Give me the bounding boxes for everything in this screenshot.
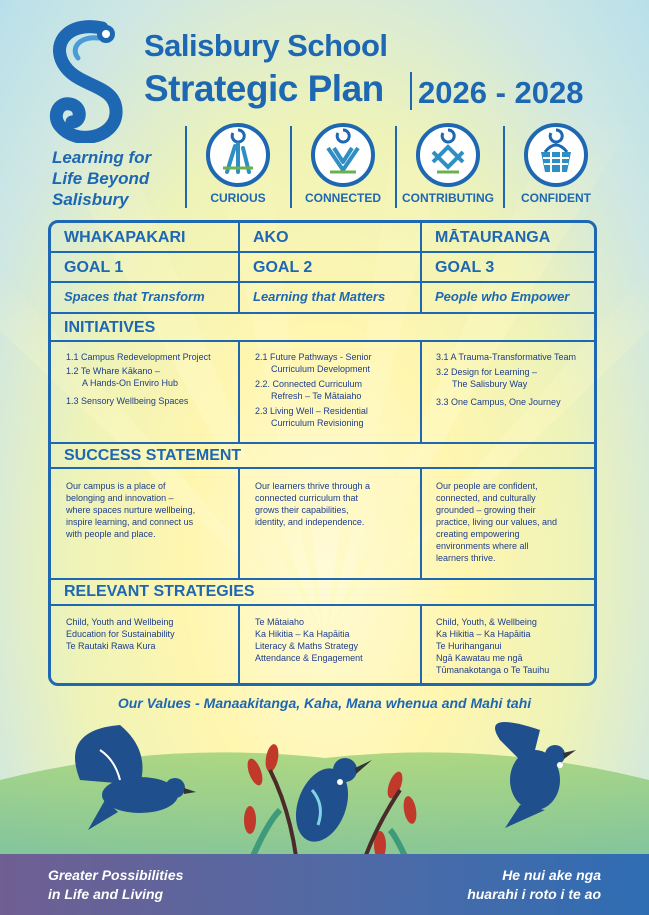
tagline xyxy=(52,147,151,210)
table-col-rule xyxy=(420,340,422,442)
strategy-item: Ka Hikitia – Ka Hapāitia xyxy=(255,629,350,639)
table-col-rule xyxy=(420,604,422,686)
success-line: environments where all xyxy=(436,541,529,551)
success-line: with people and place. xyxy=(66,529,156,539)
success-statement xyxy=(255,480,370,528)
strategy-item: Child, Youth and Wellbeing xyxy=(66,617,174,627)
strategy-item: Literacy & Maths Strategy xyxy=(255,641,359,651)
tagline-line: Learning for xyxy=(52,148,152,167)
table-col-rule xyxy=(420,467,422,578)
table-col-rule xyxy=(420,223,422,312)
table-rule xyxy=(51,281,594,283)
footer-banner xyxy=(0,854,649,915)
strategy-item: Te Hurihanganui xyxy=(436,641,502,651)
goal-label: GOAL 3 xyxy=(435,259,495,276)
section-success: SUCCESS STATEMENT xyxy=(64,447,242,464)
strategic-plan-table xyxy=(48,220,597,686)
strategies-list xyxy=(66,616,175,652)
strategy-item: Te Rautaki Rawa Kura xyxy=(66,641,156,651)
plan-title: Strategic Plan xyxy=(144,68,384,109)
table-rule xyxy=(51,442,594,444)
value-label: CURIOUS xyxy=(210,191,266,205)
initiative-item: Curriculum Development xyxy=(271,364,371,374)
success-line: grounded – growing their xyxy=(436,505,536,515)
initiative-item: A Hands-On Enviro Hub xyxy=(82,378,179,388)
table-col-rule xyxy=(238,604,240,686)
strategy-item: Tūmanakotanga o Te Tauihu xyxy=(436,665,550,675)
success-line: inspire learning, and connect us xyxy=(66,517,194,527)
table-col-rule xyxy=(238,340,240,442)
value-confident xyxy=(504,122,608,205)
success-line: identity, and independence. xyxy=(255,517,365,527)
success-line: where spaces nurture wellbeing, xyxy=(66,505,196,515)
initiative-item: 3.2 Design for Learning – xyxy=(436,367,538,377)
initiative-item: Curriculum Revisioning xyxy=(271,418,364,428)
goal-theme: Learning that Matters xyxy=(253,289,386,304)
value-curious xyxy=(186,122,290,205)
value-connected xyxy=(291,122,395,205)
table-rule xyxy=(51,604,594,606)
success-line: connected curriculum that xyxy=(255,493,359,503)
initiatives-list xyxy=(255,351,372,429)
value-label: CONFIDENT xyxy=(521,191,591,205)
initiative-item: 2.1 Future Pathways - Senior xyxy=(255,352,372,362)
column-header: MĀTAURANGA xyxy=(435,229,551,246)
success-line: practice, living our values, and xyxy=(436,517,558,527)
strategy-item: Ka Hikitia – Ka Hapāitia xyxy=(436,629,531,639)
kete-basket-icon xyxy=(523,122,589,188)
footer-line: huarahi i roto i te ao xyxy=(467,886,601,902)
initiative-item: 1.1 Campus Redevelopment Project xyxy=(66,352,211,362)
section-initiatives: INITIATIVES xyxy=(64,319,156,336)
success-line: learners thrive. xyxy=(436,553,496,563)
strategy-item: Ngā Kawatau me ngā xyxy=(436,653,523,663)
initiative-item: 1.2 Te Whare Kākano – xyxy=(66,366,160,376)
initiatives-list xyxy=(436,351,576,408)
table-rule xyxy=(51,251,594,253)
title-divider xyxy=(410,72,412,110)
footer-line: Greater Possibilities xyxy=(48,867,184,883)
school-name: Salisbury School xyxy=(144,28,388,63)
table-col-rule xyxy=(238,223,240,312)
table-rule xyxy=(51,340,594,342)
success-line: connected, and culturally xyxy=(436,493,536,503)
column-header: WHAKAPAKARI xyxy=(64,229,186,246)
initiative-item: 2.2. Connected Curriculum xyxy=(255,379,363,389)
success-line: creating empowering xyxy=(436,529,520,539)
value-label: CONTRIBUTING xyxy=(402,191,494,205)
strategies-list xyxy=(436,616,549,676)
goal-theme: People who Empower xyxy=(435,289,570,304)
initiative-item: 3.3 One Campus, One Journey xyxy=(436,397,561,407)
strategy-item: Education for Sustainability xyxy=(66,629,175,639)
woven-leaves-icon xyxy=(310,122,376,188)
initiative-item: The Salisbury Way xyxy=(452,379,528,389)
initiative-item: Refresh – Te Mātaiaho xyxy=(271,391,362,401)
goal-theme: Spaces that Transform xyxy=(64,289,205,304)
goal-label: GOAL 1 xyxy=(64,259,124,276)
column-header: AKO xyxy=(253,229,289,246)
success-line: Our campus is a place of xyxy=(66,481,166,491)
success-statement xyxy=(66,480,195,540)
strategy-item: Te Mātaiaho xyxy=(255,617,305,627)
table-col-rule xyxy=(238,467,240,578)
strategies-list xyxy=(255,616,363,664)
school-logo-icon xyxy=(40,18,135,143)
initiative-item: 2.3 Living Well – Residential xyxy=(255,406,368,416)
success-statement xyxy=(436,480,557,564)
table-rule xyxy=(51,312,594,314)
tagline-line: Life Beyond xyxy=(52,169,150,188)
woven-mat-icon xyxy=(415,122,481,188)
tagline-line: Salisbury xyxy=(52,190,129,209)
footer-left-text xyxy=(48,866,183,904)
table-rule xyxy=(51,578,594,580)
success-line: grows their capabilities, xyxy=(255,505,349,515)
section-strategies: RELEVANT STRATEGIES xyxy=(64,583,255,600)
strategy-item: Child, Youth, & Wellbeing xyxy=(436,617,537,627)
value-contributing xyxy=(396,122,500,205)
fern-sprout-icon xyxy=(205,122,271,188)
success-line: Our learners thrive through a xyxy=(255,481,371,491)
plan-years: 2026 - 2028 xyxy=(418,75,584,110)
goal-label: GOAL 2 xyxy=(253,259,313,276)
strategy-item: Attendance & Engagement xyxy=(255,653,363,663)
our-values-line: Our Values - Manaakitanga, Kaha, Mana whenua and Mahi tahi xyxy=(117,695,532,711)
initiative-item: 1.3 Sensory Wellbeing Spaces xyxy=(66,396,189,406)
footer-right-text xyxy=(467,866,601,904)
success-line: Our people are confident, xyxy=(436,481,538,491)
value-label: CONNECTED xyxy=(304,191,381,205)
initiatives-list xyxy=(66,351,211,407)
table-rule xyxy=(51,467,594,469)
footer-line: He nui ake nga xyxy=(502,867,601,883)
initiative-item: 3.1 A Trauma-Transformative Team xyxy=(436,352,577,362)
success-line: belonging and innovation – xyxy=(66,493,174,503)
footer-line: in Life and Living xyxy=(48,886,164,902)
